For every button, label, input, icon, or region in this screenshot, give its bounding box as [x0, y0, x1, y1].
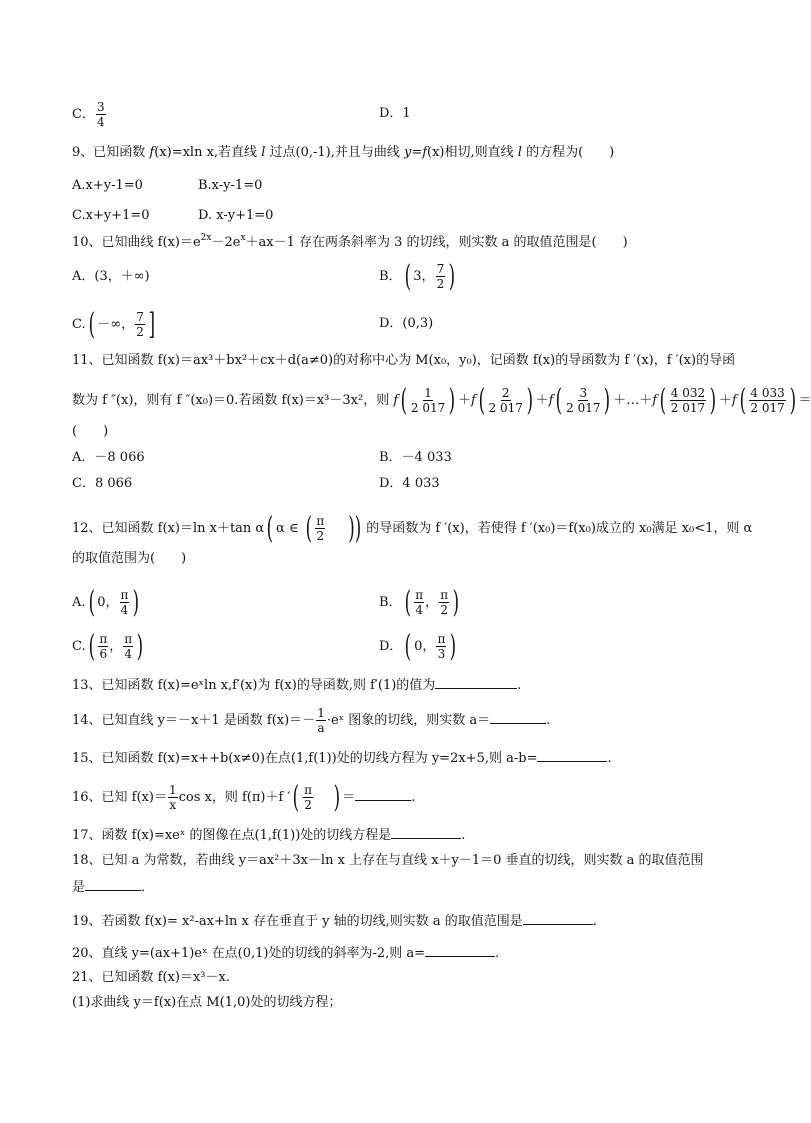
question-12-line-1: 12、已知函数 f(x)＝ln x＋tan α( α ∈ ( $\frac{\pi}{2}$ )) 的导函数为 f ′(x)，若使得 f ′(x₀)＝f(x₀)成立的 x₀满足 x₀<1，则 α — [72, 510, 753, 546]
question-11-line-2: 数为 f ″(x)，则有 f ″(x₀)＝0.若函数 f(x)＝x³－3x²，则 f( $\frac{1}{2 017}$ ) ＋f( $\frac{2}{2 017}$ ) ＋f( $\frac{3}{2 017}$ ) ＋…＋f( $\frac{4 032}{2 017}$ ) ＋f( $\frac{4 033}{2 017}$ ) ＝ — [72, 382, 811, 418]
answer-blank[interactable] — [537, 749, 607, 762]
question-9-stem: 9、已知函数 f(x)=xln x,若直线 l 过点(0,-1),并且与曲线 y=f(x)相切,则直线 l 的方程为( ) — [72, 145, 615, 160]
q12-option-c: C.( $\frac{\pi}{6}$ ， $\frac{\pi}{4}$ ) — [72, 628, 144, 664]
q10-option-d: D．(0,3) — [379, 316, 434, 331]
q11-option-a: A．－8 066 — [72, 450, 145, 465]
answer-blank[interactable] — [391, 826, 461, 839]
q10-option-b: B．( 3， $\frac{7}{2}$ ) — [379, 258, 456, 294]
question-20: 20、直线 y=(ax+1)eˣ 在点(0,1)处的切线的斜率为-2,则 a= . — [72, 946, 500, 961]
q11-option-d: D．4 033 — [379, 476, 440, 491]
answer-blank[interactable] — [435, 676, 517, 689]
answer-blank[interactable] — [85, 878, 141, 891]
question-13: 13、已知函数 f(x)=eˣln x,f′(x)为 f(x)的导函数,则 f′(1)的值为 . — [72, 678, 522, 693]
question-14: 14、已知直线 y＝－x＋1 是函数 f(x)＝－ $\frac{1}{a}$ ·eˣ 图象的切线，则实数 a＝ . — [72, 706, 551, 735]
q9-option-b: B.x-y-1=0 — [198, 178, 263, 193]
q8-option-d: D．1 — [379, 106, 411, 121]
question-16: 16、已知 f(x)＝ $\frac{1}{x}$ cos x，则 f(π)＋f ′( $\frac{\pi}{2}$ ) ＝ . — [72, 779, 416, 815]
answer-blank[interactable] — [490, 711, 546, 724]
question-17: 17、函数 f(x)=xeˣ 的图像在点(1,f(1))处的切线方程是 . — [72, 828, 466, 843]
q11-option-c: C．8 066 — [72, 476, 133, 491]
answer-blank[interactable] — [425, 944, 495, 957]
question-21-line-1: 21、已知函数 f(x)＝x³－x. — [72, 970, 230, 985]
q9-option-a: A.x+y-1=0 — [72, 178, 143, 193]
q10-option-c: C.( －∞， $\frac{7}{2}$ ] — [72, 306, 155, 342]
q9-option-c: C.x+y+1=0 — [72, 208, 150, 223]
question-21-line-2: (1)求曲线 y＝f(x)在点 M(1,0)处的切线方程； — [72, 995, 342, 1010]
q12-option-b: B．( $\frac{\pi}{4}$ ， $\frac{\pi}{2}$ ) — [379, 584, 460, 620]
q10-option-a: A．(3，＋∞) — [72, 269, 150, 284]
question-15: 15、已知函数 f(x)=x++b(x≠0)在点(1,f(1))处的切线方程为 y=2x+5,则 a-b= . — [72, 751, 612, 766]
q12-option-d: D．( 0， $\frac{\pi}{3}$ ) — [379, 628, 457, 664]
question-11-line-3: ( ) — [72, 424, 109, 439]
q11-option-b: B．－4 033 — [379, 450, 452, 465]
question-11-line-1: 11、已知函数 f(x)＝ax³＋bx²＋cx＋d(a≠0)的对称中心为 M(x₀，y₀)，记函数 f(x)的导函数为 f ′(x)，f ′(x)的导函 — [72, 353, 736, 368]
question-10-stem: 10、已知曲线 $f(x)=e^{2x}-2e^x+ax-1$ 存在两条斜率为 3 的切线，则实数 a 的取值范围是( ) — [72, 233, 628, 250]
question-12-line-2: 的取值范围为( ) — [72, 551, 187, 566]
fraction: $\frac{3}{4}$ — [96, 100, 105, 129]
answer-blank[interactable] — [523, 912, 593, 925]
question-18-line-2: 是 ． — [72, 880, 155, 895]
q9-option-d: D. x-y+1=0 — [198, 208, 274, 223]
q12-option-a: A.( 0， $\frac{\pi}{4}$ ) — [72, 584, 140, 620]
q8-option-c: C． $\frac{3}{4}$ — [72, 100, 105, 129]
question-18-line-1: 18、已知 a 为常数，若曲线 y＝ax²＋3x－ln x 上存在与直线 x＋y－1＝0 垂直的切线，则实数 a 的取值范围 — [72, 853, 704, 868]
question-19: 19、若函数 f(x)= x²-ax+ln x 存在垂直于 y 轴的切线,则实数 a 的取值范围是 . — [72, 914, 597, 929]
answer-blank[interactable] — [355, 788, 411, 801]
